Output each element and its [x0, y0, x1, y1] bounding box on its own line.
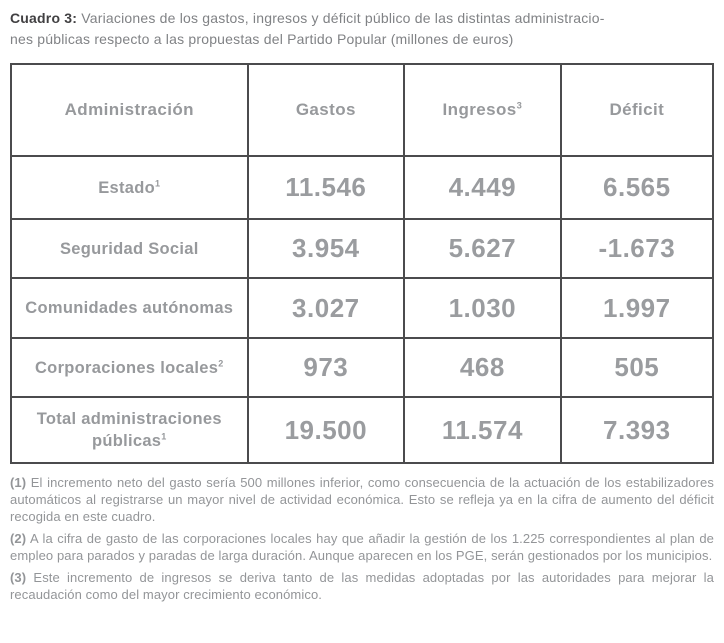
cell-corporaciones-deficit: 505	[561, 338, 713, 397]
row-label-seguridad-social-text: Seguridad Social	[59, 239, 199, 258]
row-label-corporaciones-locales-text: Corporaciones locales	[34, 358, 219, 377]
row-label-comunidades-autonomas-text: Comunidades autónomas	[25, 299, 234, 317]
cell-estado-ingresos: 4.449	[404, 156, 561, 219]
cell-total-ingresos: 11.574	[404, 397, 561, 463]
cell-comunidades-ingresos: 1.030	[404, 278, 561, 338]
col-header-administracion-label: Administración	[64, 100, 194, 119]
cell-comunidades-gastos: 3.027	[248, 278, 405, 338]
row-label-comunidades-autonomas	[11, 278, 248, 338]
cell-estado-gastos: 11.546	[248, 156, 405, 219]
footnote-3	[10, 569, 714, 603]
table-row-total	[11, 397, 713, 463]
title-line1: Variaciones de los gastos, ingresos y déficit público de las distintas administracio-	[81, 10, 605, 26]
row-label-estado	[11, 156, 248, 219]
col-header-gastos-label: Gastos	[295, 100, 356, 119]
table-row-seguridad-social	[11, 219, 713, 278]
table-row-comunidades-autonomas	[11, 278, 713, 338]
superscript: 3	[516, 100, 523, 111]
row-label-total-text: Total administraciones públicas	[36, 410, 222, 450]
footnote-1	[10, 474, 714, 525]
row-label-seguridad-social	[11, 219, 248, 278]
superscript: 2	[218, 358, 224, 368]
footnote-2-number: (2)	[10, 531, 27, 546]
footnotes-section	[10, 474, 714, 603]
col-header-administracion	[11, 64, 248, 156]
table-row-corporaciones-locales	[11, 338, 713, 397]
cell-corporaciones-ingresos: 468	[404, 338, 561, 397]
col-header-gastos	[248, 64, 405, 156]
footnote-2-text: A la cifra de gasto de las corporaciones locales hay que añadir la gestión de los 1.225 correspondientes al plan de empleo para parados y paradas de larga duración. Aunque aparecen en los PGE, serán gestionados por los municipios.	[10, 531, 714, 563]
cell-comunidades-deficit: 1.997	[561, 278, 713, 338]
cell-seguridad-social-deficit: -1.673	[561, 219, 713, 278]
cell-seguridad-social-gastos: 3.954	[248, 219, 405, 278]
cuadro3-table	[10, 63, 714, 464]
col-header-deficit-label: Déficit	[609, 100, 665, 119]
title-label: Cuadro 3:	[10, 10, 78, 26]
footnote-3-number: (3)	[10, 570, 27, 585]
col-header-ingresos-label: Ingresos	[442, 100, 517, 119]
cell-total-deficit: 7.393	[561, 397, 713, 463]
footnote-1-number: (1)	[10, 475, 27, 490]
row-label-total	[11, 397, 248, 463]
footnote-2	[10, 530, 714, 564]
cell-total-gastos: 19.500	[248, 397, 405, 463]
footnote-1-text: El incremento neto del gasto sería 500 millones inferior, como consecuencia de la actuación de los estabilizadores automáticos al registrarse un mayor nivel de actividad económica. Esto se refleja ya en la cifra de aumento del déficit recogida en este cuadro.	[10, 475, 714, 524]
footnote-3-text: Este incremento de ingresos se deriva tanto de las medidas adoptadas por las autoridades para mejorar la recaudación como del mayor crecimiento económico.	[10, 570, 714, 602]
title-line2: nes públicas respecto a las propuestas del Partido Popular (millones de euros)	[10, 31, 514, 47]
page-title	[10, 8, 714, 50]
cell-seguridad-social-ingresos: 5.627	[404, 219, 561, 278]
table-header-row	[11, 64, 713, 156]
row-label-corporaciones-locales	[11, 338, 248, 397]
cell-corporaciones-gastos: 973	[248, 338, 405, 397]
row-label-estado-text: Estado	[98, 178, 156, 197]
cell-estado-deficit: 6.565	[561, 156, 713, 219]
col-header-ingresos	[404, 64, 561, 156]
superscript: 1	[155, 178, 161, 188]
superscript: 1	[161, 431, 167, 442]
table-row-estado	[11, 156, 713, 219]
col-header-deficit	[561, 64, 713, 156]
